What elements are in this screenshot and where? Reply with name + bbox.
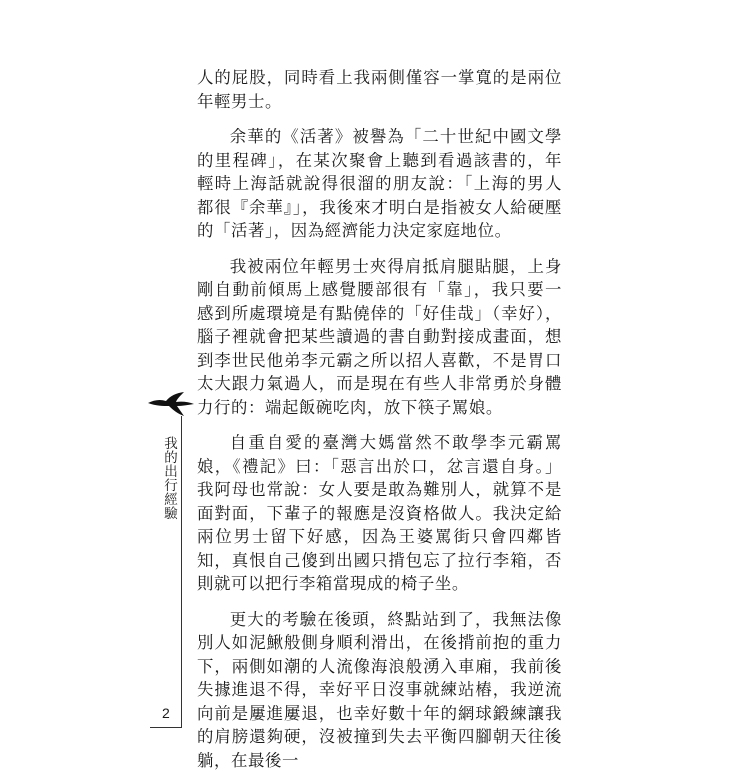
paragraph-5: 更大的考驗在後頭，終點站到了，我無法像別人如泥鰍般側身順利滑出，在後揹前抱的重力下，兩側如潮的人流像海浪般湧入車廂，我前後失據進退不得，幸好平日沒事就練站樁，我逆流向前是屢進屢退，也幸好數十年的網球鍛練讓我的肩膀還夠硬，沒被撞到失去平衡四腳朝天往後躺，在最後一	[197, 608, 562, 772]
bird-ornament-icon	[146, 391, 196, 417]
paragraph-4: 自重自愛的臺灣大媽當然不敢學李元霸罵娘，《禮記》曰：「惡言出於口，忿言還自身。」我阿母也常說：女人要是敢為難別人，就算不是面對面，下輩子的報應是沒資格做人。我決定給兩位男士留下好感，因為王婆罵街只會四鄰皆知，真恨自己傻到出國只揹包忘了拉行李箱，否則就可以把行李箱當現成的椅子坐。	[197, 431, 562, 596]
section-title: 我的出行經驗	[161, 436, 177, 520]
paragraph-2: 余華的《活著》被譽為「二十世紀中國文學的里程碑」，在某次聚會上聽到看過該書的，年輕時上海話就說得很溜的朋友說：「上海的男人都很『余華』」，我後來才明白是指被女人給硬壓的「活著」，因為經濟能力決定家庭地位。	[197, 125, 562, 243]
body-text	[197, 66, 562, 772]
margin-rule	[181, 416, 182, 728]
page-number: 2	[162, 705, 170, 721]
bottom-rule	[150, 727, 182, 728]
paragraph-1: 人的屁股，同時看上我兩側僅容一掌寬的是兩位年輕男士。	[197, 66, 562, 113]
paragraph-3: 我被兩位年輕男士夾得肩抵肩腿貼腿，上身剛自動前傾馬上感覺腰部很有「靠」，我只要一感到所處環境是有點僥倖的「好佳哉」（幸好），腦子裡就會把某些讀過的書自動對接成畫面，想到李世民他弟李元霸之所以招人喜歡，不是胃口太大跟力氣過人，而是現在有些人非常勇於身體力行的：端起飯碗吃肉，放下筷子罵娘。	[197, 255, 562, 420]
